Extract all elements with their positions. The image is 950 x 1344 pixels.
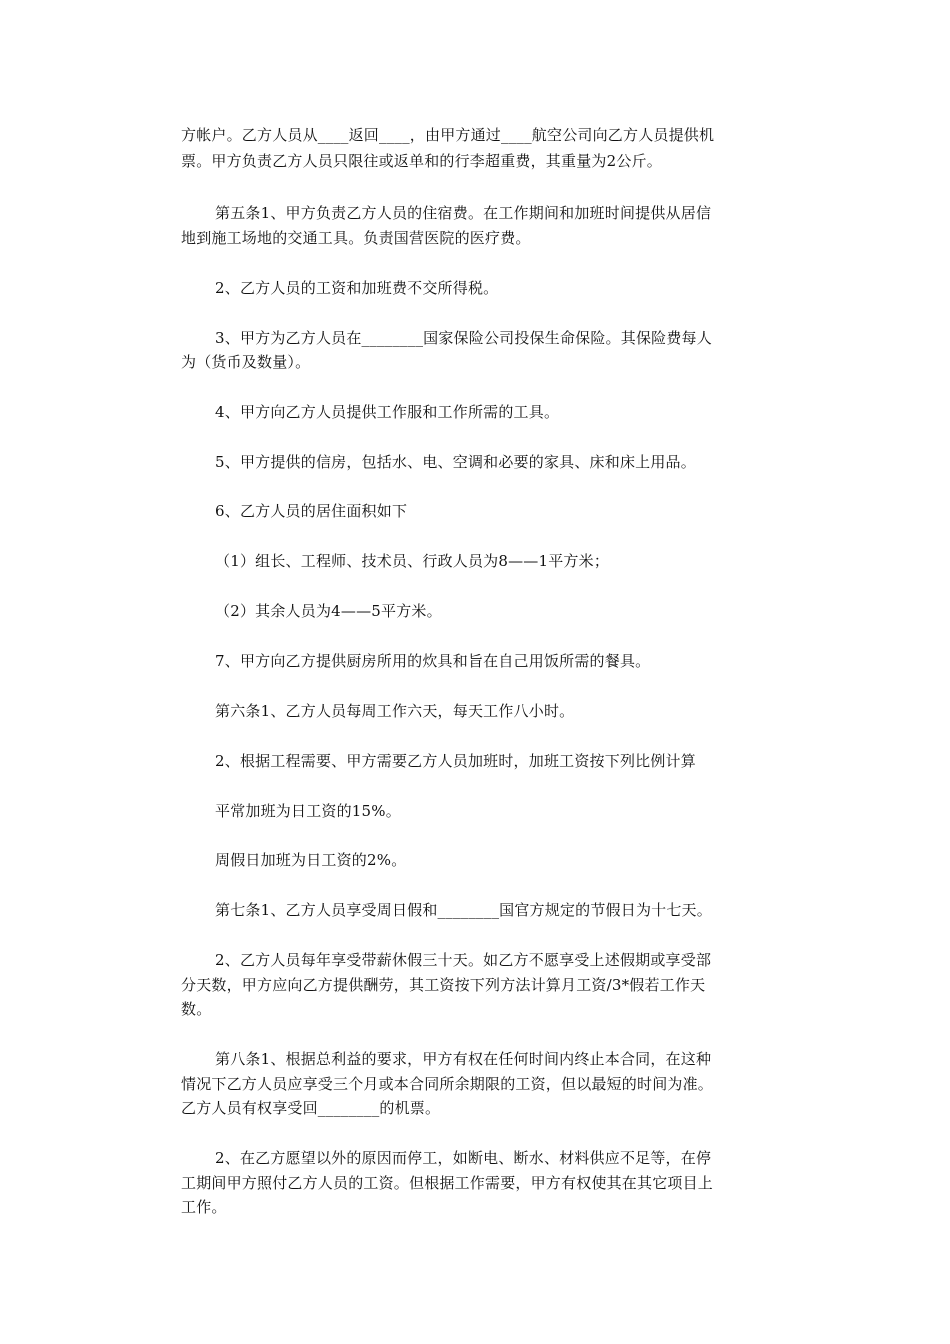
text-line: 情况下乙方人员应享受三个月或本合同所余期限的工资，但以最短的时间为准。: [181, 1075, 714, 1093]
text-line: 第五条1、甲方负责乙方人员的住宿费。在工作期间和加班时间提供从居信: [215, 204, 712, 222]
text-line: 分天数，甲方应向乙方提供酬劳，其工资按下列方法计算月工资/3*假若工作天: [181, 976, 706, 994]
text-line: 方帐户。乙方人员从____返回____，由甲方通过____航空公司向乙方人员提供机: [181, 126, 715, 144]
text-line: 票。甲方负责乙方人员只限往或返单和的行李超重费，其重量为2公斤。: [181, 152, 662, 170]
text-line: 2、根据工程需要、甲方需要乙方人员加班时，加班工资按下列比例计算: [215, 752, 696, 770]
text-line: 3、甲方为乙方人员在________国家保险公司投保生命保险。其保险费每人: [215, 329, 712, 347]
text-line: 第七条1、乙方人员享受周日假和________国官方规定的节假日为十七天。: [215, 901, 712, 919]
text-line: 第八条1、根据总利益的要求，甲方有权在任何时间内终止本合同，在这种: [215, 1050, 712, 1068]
text-line: 6、乙方人员的居住面积如下: [215, 502, 408, 520]
text-line: 4、甲方向乙方人员提供工作服和工作所需的工具。: [215, 403, 560, 421]
text-line: 工作。: [181, 1198, 227, 1216]
text-line: 2、乙方人员的工资和加班费不交所得税。: [215, 279, 499, 297]
text-line: 地到施工场地的交通工具。负责国营医院的医疗费。: [181, 229, 531, 247]
text-line: （1）组长、工程师、技术员、行政人员为8——1平方米；: [215, 552, 610, 570]
text-line: 工期间甲方照付乙方人员的工资。但根据工作需要，甲方有权使其在其它项目上: [181, 1174, 714, 1192]
text-line: 数。: [181, 1000, 212, 1018]
text-line: 5、甲方提供的信房，包括水、电、空调和必要的家具、床和床上用品。: [215, 453, 696, 471]
text-line: 7、甲方向乙方提供厨房所用的炊具和旨在自己用饭所需的餐具。: [215, 652, 651, 670]
text-line: 第六条1、乙方人员每周工作六天，每天工作八小时。: [215, 702, 575, 720]
text-line: 周假日加班为日工资的2%。: [215, 851, 407, 869]
text-line: 为（货币及数量）。: [181, 353, 311, 371]
text-line: 乙方人员有权享受回________的机票。: [181, 1099, 441, 1117]
text-line: （2）其余人员为4——5平方米。: [215, 602, 442, 620]
text-line: 平常加班为日工资的15%。: [215, 802, 401, 820]
text-line: 2、乙方人员每年享受带薪休假三十天。如乙方不愿享受上述假期或享受部: [215, 951, 712, 969]
text-line: 2、在乙方愿望以外的原因而停工，如断电、断水、材料供应不足等，在停: [215, 1149, 712, 1167]
